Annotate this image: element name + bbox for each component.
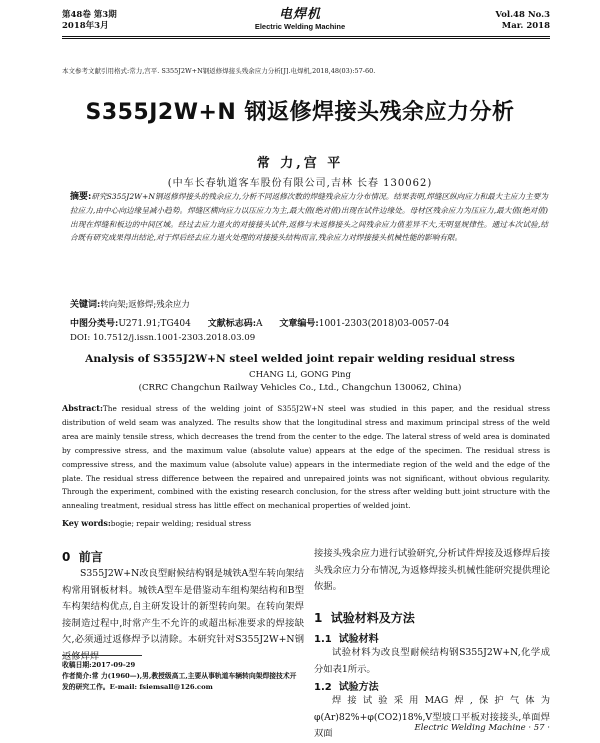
keywords-en-label: Key words: [62, 518, 111, 528]
right-intro-paragraph: 接接头残余应力进行试验研究,分析试件焊接及返修焊后接头残余应力分布情况,为返修焊接头机械性能研究提供理论依据。 [314, 548, 550, 593]
article-no-label: 文章编号: [279, 319, 319, 329]
citation-line: 本文参考文献引用格式:常力,宫平. S355J2W+N钢返修焊接头残余应力分析[J].电焊机,2018,48(03):57-60. [62, 67, 376, 75]
abstract-en [62, 402, 550, 513]
author-bio: 作者简介:常 力(1960—),男,教授级高工,主要从事轨道车辆转向架焊接技术开发的研究工作。E-mail: fsiemsall@126.com [62, 672, 297, 691]
journal-logo: 电焊机 [278, 7, 321, 22]
authors-cn: 常 力,宫 平 [256, 156, 344, 171]
keywords-en-text: bogie; repair welding; residual stress [110, 519, 251, 528]
section-0-paragraph: S355J2W+N改良型耐候结构钢是城铁A型车转向架结构常用钢板材料。城铁A型车是借鉴动车组构架结构和B型车构架结构优点,自主研发设计的新型转向架。在转向架焊接制造过程中,时常产生不允许的或超出标准要求的焊接缺欠,必须通过返修焊予以清除。本研究针对S355J2W+N钢返修焊焊 [62, 568, 304, 662]
subsection-1-1-paragraph: 试验材料为改良型耐候结构钢S355J2W+N,化学成分如表1所示。 [314, 647, 550, 675]
keywords-cn [70, 297, 190, 310]
header-rule [62, 36, 550, 37]
section-1-number: 1 [314, 611, 323, 625]
doc-code: A [256, 319, 263, 329]
doc-code-label: 文献标志码: [207, 319, 257, 329]
volume-cn: 第48卷 第3期 [62, 10, 117, 20]
subsection-1-1-number: 1.1 [314, 634, 332, 645]
abstract-cn-label: 摘要: [70, 192, 92, 202]
header-right [495, 10, 550, 32]
subsection-1-2-heading [314, 678, 379, 693]
affiliation-en: (CRRC Changchun Railway Vehicles Co., Ltd., Changchun 130062, China) [138, 383, 462, 393]
keywords-cn-label: 关键词: [70, 300, 101, 310]
paper-title-cn: S355J2W+N 钢返修焊接头残余应力分析 [85, 100, 515, 125]
volume-en: Vol.48 No.3 [495, 10, 550, 20]
authors-en: CHANG Li, GONG Ping [249, 370, 351, 380]
date-cn: 2018年3月 [62, 21, 109, 31]
journal-name-en: Electric Welding Machine [254, 22, 346, 31]
subsection-1-1-title: 试验材料 [338, 634, 379, 645]
class-no: U271.91;TG404 [118, 319, 191, 329]
paper-title-en: Analysis of S355J2W+N steel welded joint repair welding residual stress [85, 353, 515, 365]
subsection-1-2-paragraph: 焊接试验采用MAG焊,保护气体为φ(Ar)82%+φ(CO2)18%,V型坡口平板对接接头,单面焊双面 [314, 695, 550, 740]
section-0-title: 前言 [78, 550, 103, 564]
footnote-rule [62, 655, 142, 656]
abstract-en-text: The residual stress of the welding joint of S355J2W+N steel was studied in this paper, and the residual stress distribution of weld seam was analyzed. The results show that the longitudinal stress and maximum principal stress of the weld area are mainly tensile stress, which decreases the trend from the center to the edge. The lateral stress of weld area is dominated by compressive stress, and the maximum value (absolute value) appears at the edge of the specimen. The residual stress is compressive stress, and the maximum value (absolute value) appears in the intermediate region of the weld and the edge of the plate. The residual stress difference between the repaired and unrepaired joints was not significant, without obvious regularity. Through the experiment, combined with the existing research conclusion, for the stress after welding butt joint structure with the annealing treatment, residual stress has little effect on mechanical properties of welded joint. [62, 404, 550, 511]
page-footer: Electric Welding Machine · 57 · [414, 723, 550, 733]
class-no-label: 中图分类号: [70, 319, 119, 329]
section-0-number: 0 [62, 550, 71, 564]
abstract-en-label: Abstract: [62, 403, 103, 413]
date-en: Mar. 2018 [501, 21, 550, 31]
subsection-1-2-number: 1.2 [314, 682, 332, 693]
keywords-en [62, 518, 251, 528]
keywords-cn-text: 转向架;返修焊;残余应力 [100, 299, 190, 309]
affiliation-cn: (中车长春轨道客车股份有限公司,吉林 长春 130062) [167, 178, 433, 189]
footnote [62, 660, 302, 693]
section-1-heading [314, 609, 415, 626]
abstract-cn-text: 研究S355J2W+N钢返修焊接头的残余应力,分析不同返修次数的焊缝残余应力分布情况。结果表明,焊缝区纵向应力和最大主应力主要为拉应力,由中心向边缘呈减小趋势。焊缝区横向应力以压应力为主,最大值(绝对值)出现在试件边缘处。母材区残余应力为压应力,最大值(绝对值)出现在焊缝和板边的中间区域。经过去应力退火的对接接头试件,返修与未返修接头之间残余应力值差异不大,无明显规律性。通过本次试验,结合既有研究成果得出结论,对于焊后经去应力退火处理的对接接头结构而言,残余应力对焊接接头机械性能的影响有限。 [70, 192, 548, 242]
doi: DOI: 10.7512/j.issn.1001-2303.2018.03.09 [70, 333, 256, 343]
abstract-cn [70, 190, 548, 244]
section-1-title: 试验材料及方法 [330, 611, 415, 625]
header-rule-thin [62, 38, 550, 39]
classification-row [70, 316, 449, 329]
section-0-heading [62, 548, 103, 565]
subsection-1-2-title: 试验方法 [338, 682, 379, 693]
received-date: 收稿日期:2017-09-29 [62, 661, 136, 669]
article-no: 1001-2303(2018)03-0057-04 [318, 319, 450, 329]
subsection-1-1-heading [314, 630, 379, 645]
